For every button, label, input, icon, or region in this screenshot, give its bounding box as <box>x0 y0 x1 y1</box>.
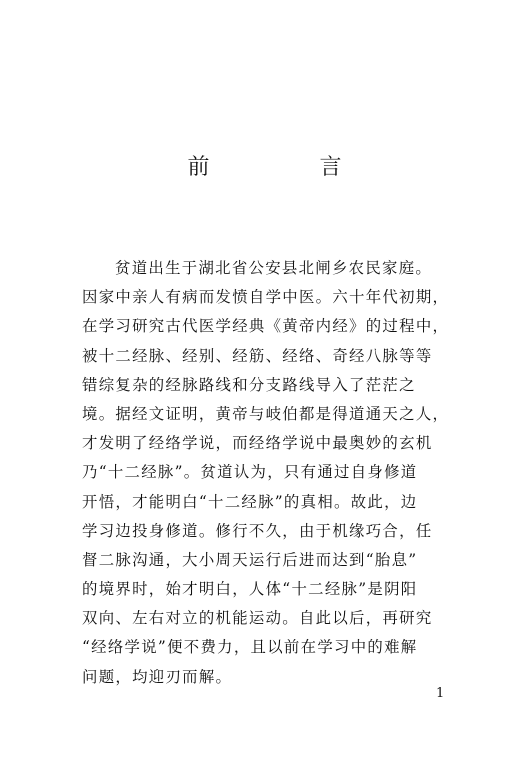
text-line: 贫道出生于湖北省公安县北闸乡农民家庭。 <box>115 259 433 277</box>
text-line: 在学习研究古代医学经典《黄帝内经》的过程中， <box>82 317 450 336</box>
text-line: 境。据经文证明，黄帝与岐伯都是得道通天之人， <box>82 404 450 423</box>
text-line: 双向、左右对立的机能运动。自此以后，再研究 <box>82 609 433 628</box>
text-line: “经络学说”便不费力，且以前在学习中的难解 <box>82 638 418 657</box>
text-line: 的境界时，始才明白，人体“十二经脉”是阴阳 <box>82 580 418 599</box>
text-line: 乃“十二经脉”。贫道认为，只有通过自身修道 <box>82 463 418 482</box>
text-line: 被十二经脉、经别、经筋、经络、奇经八脉等等 <box>82 346 433 365</box>
text-line: 才发明了经络学说，而经络学说中最奥妙的玄机 <box>82 434 433 453</box>
text-line: 开悟，才能明白“十二经脉”的真相。故此，边 <box>82 492 418 511</box>
page-title: 前 言 <box>187 155 386 180</box>
text-line: 因家中亲人有病而发愤自学中医。六十年代初期， <box>82 288 450 307</box>
text-line: 学习边投身修道。修行不久，由于机缘巧合，任 <box>82 521 433 540</box>
preface-body <box>82 254 450 692</box>
page-number: 1 <box>436 686 445 701</box>
text-line: 督二脉沟通，大小周天运行后进而达到“胎息” <box>82 550 418 569</box>
text-line: 问题，均迎刃而解。 <box>82 667 233 686</box>
text-line: 错综复杂的经脉路线和分支路线导入了茫茫之 <box>82 375 416 394</box>
